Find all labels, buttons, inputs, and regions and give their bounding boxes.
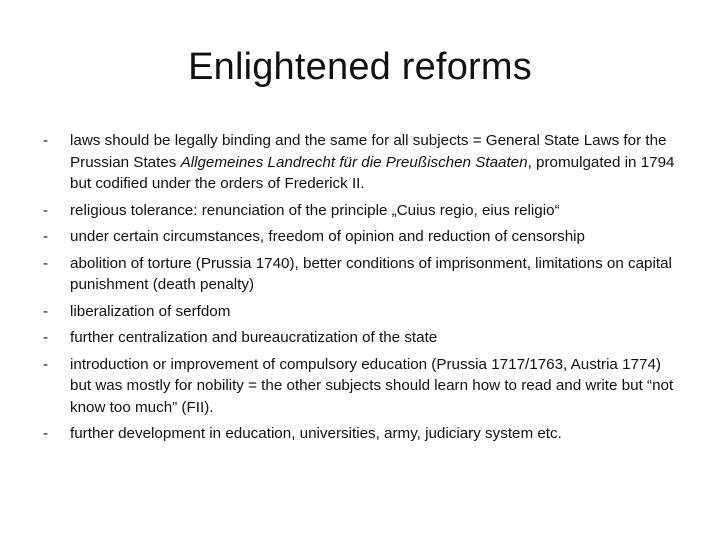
bullet-marker: -: [43, 329, 49, 346]
bullet-item: [40, 301, 680, 323]
bullet-marker: -: [43, 302, 49, 320]
bullet-item: [40, 354, 680, 419]
bullet-text: abolition of torture (Prussia 1740), better conditions of imprisonment, limitations on capital punishment (death penalty): [70, 254, 672, 293]
bullet-item: [40, 253, 680, 296]
bullet-item: [40, 200, 680, 222]
bullet-item: [40, 226, 680, 248]
bullet-marker: -: [43, 355, 49, 373]
bullet-text: further development in education, universities, army, judiciary system etc.: [70, 425, 562, 442]
bullet-text: further centralization and bureaucratization of the state: [70, 329, 438, 346]
bullet-text: under certain circumstances, freedom of opinion and reduction of censorship: [70, 228, 585, 245]
bullet-marker: -: [43, 254, 49, 272]
bullet-item: [40, 327, 680, 349]
bullet-text: introduction or improvement of compulsory education (Prussia 1717/1763, Austria 1774) but was mostly for nobility = the other subjects should learn how to read and write but “not know too much” (FII).: [70, 355, 674, 416]
bullet-list: [40, 130, 680, 450]
bullet-text: liberalization of serfdom: [70, 302, 231, 320]
bullet-marker: -: [43, 425, 49, 442]
bullet-marker: -: [43, 201, 49, 219]
bullet-text-part: laws should be legally binding and the same for all subjects = General State Laws for the Prussian States: [70, 132, 667, 171]
bullet-text: [70, 132, 675, 192]
bullet-text: religious tolerance: renunciation of the principle „Cuius regio, eius religio“: [70, 201, 560, 219]
bullet-item: [40, 423, 680, 445]
bullet-marker: -: [43, 132, 49, 149]
bullet-item: [40, 130, 680, 195]
slide-title: Enlightened reforms: [188, 46, 532, 88]
bullet-text-part: , promulgated in 1794 but codified under the orders of Frederick II.: [70, 153, 675, 192]
bullet-marker: -: [43, 228, 49, 245]
bullet-text-italic: Allgemeines Landrecht für die Preußischen Staaten: [180, 153, 528, 171]
